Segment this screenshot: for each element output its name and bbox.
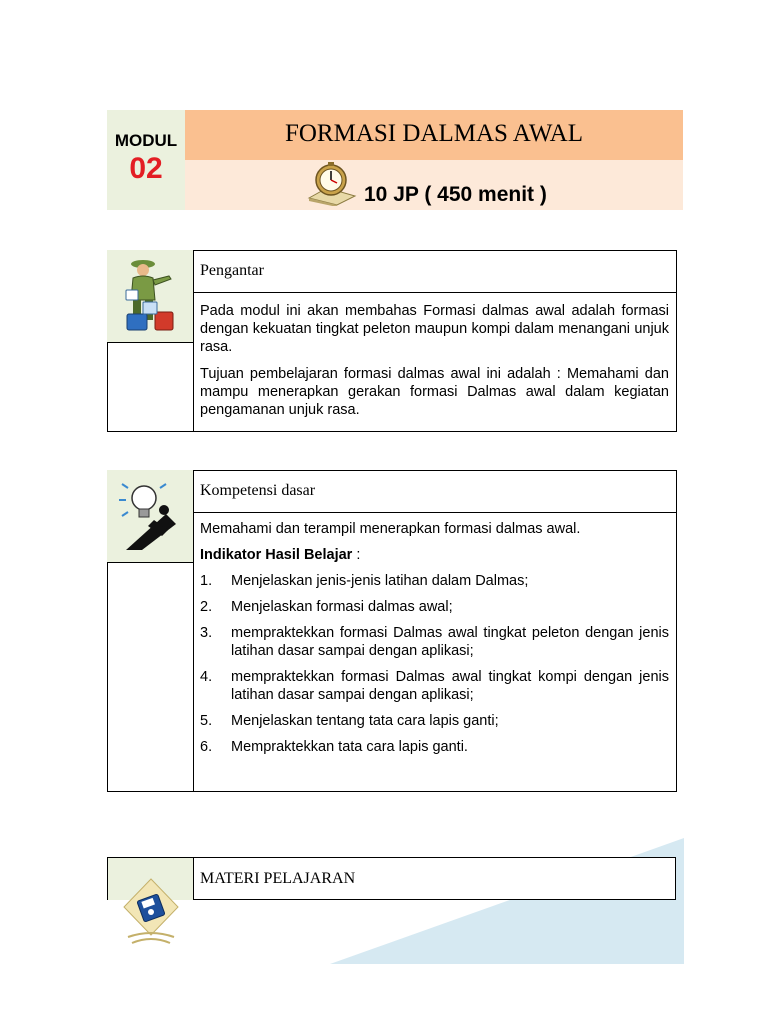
clock-icon (305, 158, 357, 206)
list-item (200, 712, 669, 730)
lightbulb-climber-icon (118, 480, 182, 552)
list-item-text: mempraktekkan formasi Dalmas awal tingkat kompi dengan jenis latihan dasar sampai dengan aplikasi; (231, 669, 669, 703)
list-item (200, 598, 669, 616)
book-disk-icon (120, 877, 182, 947)
list-item-text: Menjelaskan jenis-jenis latihan dalam Dalmas; (231, 573, 529, 589)
list-item-number: 2. (200, 599, 213, 615)
pengantar-paragraph-1: Pada modul ini akan membahas Formasi dalmas awal adalah formasi dengan kekuatan tingkat peleton maupun kompi dalam menangani unjuk rasa. (200, 303, 669, 355)
list-item-number: 4. (200, 669, 213, 685)
list-item-number: 1. (200, 573, 213, 589)
list-item (200, 572, 669, 590)
list-item-number: 5. (200, 713, 213, 729)
modul-number: 02 (129, 152, 163, 185)
duration-text: 10 JP ( 450 menit ) (364, 183, 547, 206)
kompetensi-intro: Memahami dan terampil menerapkan formasi dalmas awal. (200, 521, 581, 537)
pengantar-divider (193, 250, 194, 432)
modul-label: MODUL (114, 131, 178, 150)
list-item-number: 6. (200, 739, 213, 755)
list-item (200, 668, 669, 704)
kompetensi-divider (193, 470, 194, 792)
pengantar-body (200, 302, 669, 428)
indicator-list (200, 572, 669, 764)
pengantar-head-rule (193, 292, 676, 293)
list-item (200, 738, 669, 756)
materi-heading: MATERI PELAJARAN (200, 870, 356, 887)
list-item-text: Menjelaskan formasi dalmas awal; (231, 599, 453, 615)
indicator-line (200, 546, 669, 564)
kompetensi-heading: Kompetensi dasar (200, 482, 316, 499)
list-item (200, 624, 669, 660)
module-title: FORMASI DALMAS AWAL (284, 120, 584, 147)
pengantar-heading: Pengantar (200, 262, 264, 279)
list-item-text: mempraktekkan formasi Dalmas awal tingkat peleton dengan jenis latihan dasar sampai dengan aplikasi; (231, 625, 669, 659)
indicator-colon: : (352, 547, 361, 563)
list-item-number: 3. (200, 625, 213, 641)
list-item-text: Mempraktekkan tata cara lapis ganti. (231, 739, 468, 755)
kompetensi-head-rule (193, 512, 676, 513)
indicator-label: Indikator Hasil Belajar (200, 547, 353, 563)
list-item-text: Menjelaskan tentang tata cara lapis ganti; (231, 713, 499, 729)
pengantar-paragraph-2: Tujuan pembelajaran formasi dalmas awal ini adalah : Memahami dan mampu menerapkan gerakan formasi Dalmas awal dalam kegiatan pengamanan unjuk rasa. (200, 366, 669, 418)
guide-person-icon (121, 256, 181, 336)
